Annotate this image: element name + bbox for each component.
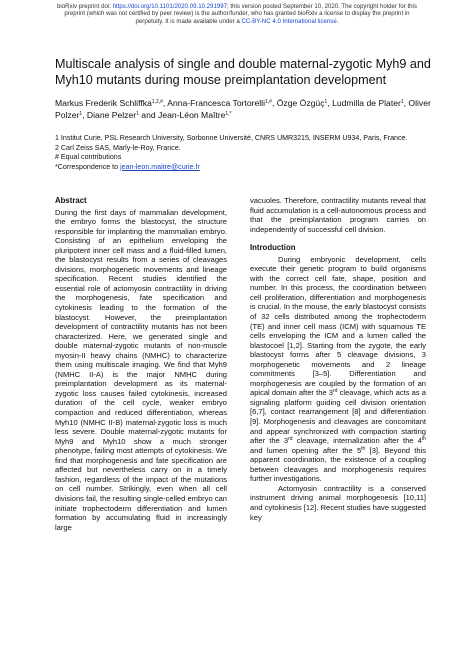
correspondence-email-link[interactable]: jean-leon.maitre@curie.fr (120, 162, 200, 171)
intro-text-run: cleavage, internalization after the 4 (292, 436, 422, 446)
abstract-continuation: vacuoles. Therefore, contractility mutants reveal that fluid accumulation is a cell-autonomous process and that the preimplantation program carries on independently of successful cell division. (250, 196, 426, 234)
abstract-heading: Abstract (55, 196, 87, 205)
intro-text-run: cleavage, which acts as a signaling platform guiding cell division orientation [6,7], contact rearrangement [8] and differentiation [9]. Morphogenesis and cleavages are concomitant and appear synchronized with compaction starting after the 3 (250, 388, 427, 446)
notice-text: . (336, 17, 339, 25)
ordinal-suffix: th (361, 445, 366, 452)
paper-title: Multiscale analysis of single and double maternal-zygotic Myh9 and Myh10 mutants during mouse preimplantation development (55, 57, 431, 87)
author-name: Markus Frederik Schliffka (55, 98, 152, 108)
affiliations (55, 134, 435, 172)
left-column (55, 196, 227, 532)
intro-text-run: During embryonic development, cells execute their genetic program to build organisms with the correct cell fate, shape, position and number. In this process, the coordination between cell proliferation, differentiation and morphogenesis is crucial. In the mouse, the early blastocyst consists of 32 cells distributed among the trophectoderm (TE) and inner cell mass (ICM) with squamous TE cells enveloping the ICM and a lumen called the blastocoel [1,2]. Starting from the zygote, the early blastocyst forms after 5 cleavage divisions, 3 morphogenetic movements and 2 lineage commitments [3–5]. Differentiation and morphogenesis are coupled by the formation of an apical domain after the 3 (250, 254, 426, 398)
author-affiliation-marker: 1,# (265, 99, 272, 105)
author-affiliation-marker: 1 (136, 111, 139, 117)
introduction-heading: Introduction (250, 243, 296, 253)
correspondence-label: *Correspondence to (55, 162, 121, 171)
affiliation-1: 1 Institut Curie, PSL Research University, Sorbonne Université, CNRS UMR3215, INSERM U934, Paris, France. (55, 134, 408, 142)
notice-text: bioRxiv preprint doi: (57, 3, 113, 10)
ordinal-suffix: rd (288, 436, 293, 443)
introduction-paragraph-1 (250, 255, 426, 484)
license-link[interactable]: CC-BY-NC 4.0 International license (241, 17, 337, 25)
author-affiliation-marker: 1,* (225, 111, 232, 117)
abstract-text: During the first days of mammalian development, the embryo forms the blastocyst, the structure responsible for implanting the mammalian embryo. Consisting of an epithelium enveloping the pluripotent inner cell mass and a fluid-filled lumen, the blastocyst results from a series of cleavages divisions, morphogenetic movements and lineage specification. Recent studies identified the essential role of actomyosin contractility in driving the morphogenesis, fate specification and cytokinesis leading to the formation of the blastocyst. However, the preimplantation development of contractility mutants has not been characterized. Here, we generated single and double maternal-zygotic mutants of non-muscle myosin-II heavy chains (NMHC) to characterize them using multiscale imaging. We find that Myh9 (NMHC II-A) is the major NMHC during preimplantation development as its maternal-zygotic loss causes failed cytokinesis, increased duration of the cell cycle, weaker embryo compaction and reduced differentiation, whereas Myh10 (NMHC II-B) maternal-zygotic loss is much less severe. Double maternal-zygotic mutants for Myh9 and Myh10 show a much stronger phenotype, failing most attempts of cytokinesis. We find that morphogenesis and fate specification are affected but nevertheless carry on in a timely fashion, regardless of the impact of the mutations on cell number. Strikingly, even when all cell divisions fail, the resulting single-celled embryo can initiate trophectoderm differentiation and lumen formation by accumulating fluid in increasingly large (55, 207, 227, 532)
affiliation-2: 2 Carl Zeiss SAS, Marly-le-Roy, France. (55, 143, 181, 152)
notice-text: perpetuity. It is made available under a (135, 17, 240, 25)
author-name: Ludmilla de Plater (332, 98, 401, 108)
ordinal-suffix: rd (333, 388, 338, 395)
author-affiliation-marker: 1 (400, 99, 404, 105)
ordinal-suffix: th (421, 436, 427, 443)
correspondence (55, 163, 435, 173)
author-affiliation-marker: 1 (79, 111, 83, 117)
author-name: Oliver Polzer (55, 98, 431, 120)
preprint-notice (0, 3, 474, 25)
author-affiliation-marker: 1 (324, 99, 328, 105)
doi-link[interactable]: https://doi.org/10.1101/2020.09.10.291997 (112, 3, 228, 10)
preprint-notice-line-2: preprint (which was not certified by peer review) is the author/funder, who has granted bioRxiv a license to display the preprint in (64, 10, 410, 18)
right-column (250, 196, 426, 522)
author-name: Özge Özgüç (276, 98, 325, 108)
notice-text: ; this version posted September 10, 2020. The copyright holder for this (227, 3, 417, 10)
author-affiliation-marker: 1,2,# (151, 99, 163, 105)
intro-text-run: and lumen opening after the 5 (250, 445, 362, 455)
introduction-paragraph-2: Actomyosin contractility is a conserved instrument driving animal morphogenesis [10,11] and cytokinesis [12]. Recent studies have suggested key (250, 483, 426, 522)
equal-contribution-note: # Equal contributions (55, 153, 122, 162)
author-name: Anna-Francesca Tortorelli (167, 98, 265, 108)
author-name: Diane Pelzer (86, 110, 137, 120)
author-list: Markus Frederik Schliffka$^{1,2,\#}$, Anna-Francesca Tortorelli$^{1,\#}$, Özge Özgüç$^1$, Ludmilla de Plater$^1$, Oliver Polzer$^1$, Diane Pelzer$^1$ and Jean-Léon Maître$^{1,*}$ (55, 98, 431, 120)
intro-text-run: [3]. Beyond this apparent coordination, the existence of a coupling between cleavages and morphogenesis requires further investigations. (250, 445, 426, 484)
preprint-notice-line-3 (0, 18, 474, 25)
preprint-notice-line-1 (0, 3, 474, 10)
author-name: Jean-Léon Maître (158, 110, 226, 120)
